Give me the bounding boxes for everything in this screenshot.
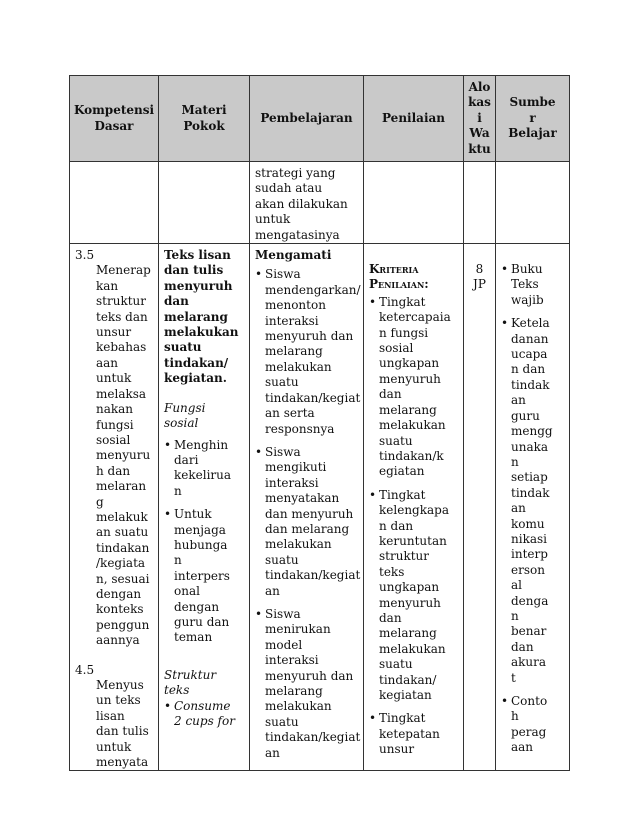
text-line: g <box>96 494 104 509</box>
text-line: denga <box>511 593 549 608</box>
text-line: dan <box>379 610 402 625</box>
text-line: unsur <box>96 325 132 340</box>
text-line: Teks lisan <box>164 248 231 263</box>
header-sumber-belajar: Sumbe r Belajar <box>496 76 570 162</box>
sumber-list <box>501 262 565 756</box>
text-line: wajib <box>511 292 544 307</box>
text-line: tindak <box>511 485 550 500</box>
text-line: kegiatan <box>379 688 432 702</box>
text-line: keruntutan <box>379 533 447 548</box>
struktur-teks-label <box>164 668 245 699</box>
text-line: mengatasinya <box>255 227 340 242</box>
sumber-cell <box>496 244 570 771</box>
text-line: guru dan <box>174 614 230 629</box>
list-item <box>255 267 359 436</box>
header-materi-pokok: Materi Pokok <box>159 76 250 162</box>
text-line: lisan <box>96 708 125 723</box>
text-line: guru <box>511 408 540 423</box>
text-line: • Conto <box>511 694 548 708</box>
text-line: melarang <box>379 402 437 417</box>
text-line: • Tingkat <box>379 711 426 726</box>
text-line: aan <box>96 355 119 370</box>
text-line: Menyus <box>96 678 144 692</box>
text-line: teks dan <box>96 309 148 324</box>
list-item <box>501 316 565 686</box>
text-line: n <box>511 608 519 623</box>
text-line: melakukan <box>164 325 239 340</box>
continuation-row <box>70 162 570 244</box>
text-line: melakukan <box>379 641 446 656</box>
text-line: aan <box>511 740 534 755</box>
header-alokasi-waktu: Alo kas i Wa ktu <box>464 76 496 162</box>
text-line: interpers <box>174 568 230 583</box>
text-line: suatu <box>265 552 299 567</box>
header-row <box>70 76 570 162</box>
text-line: tindakan/k <box>379 448 444 463</box>
text-line: menyuruh <box>379 595 441 610</box>
text-line: sosial <box>379 341 414 356</box>
penilaian-cell <box>364 244 464 771</box>
text-line: • Tingkat <box>379 294 426 309</box>
text-line: interp <box>511 547 548 562</box>
text-line: kan <box>96 278 119 293</box>
text-line: an suatu <box>96 525 149 540</box>
text-line: erson <box>511 562 545 577</box>
text-line: melakuk <box>96 509 148 524</box>
text-line: egiatan <box>379 464 425 479</box>
text-line: tindakan/kegiat <box>265 390 361 405</box>
text-line: menjaga <box>174 522 226 537</box>
text-line: melakukan <box>379 418 446 433</box>
text-line: kelengkapa <box>379 503 449 518</box>
text-line: h <box>511 709 519 724</box>
kd-number-3-5: 3.5 <box>75 248 95 263</box>
text-line: melaksa <box>96 386 147 401</box>
text-line: suatu <box>265 714 299 729</box>
text-line: menonton <box>265 298 326 313</box>
list-item <box>369 711 459 757</box>
syllabus-table <box>69 75 570 771</box>
text-line: melarang <box>265 344 323 359</box>
text-line: melakukan <box>265 537 332 552</box>
text-line: dan <box>164 294 189 309</box>
alokasi-cell <box>464 244 496 771</box>
text-line: dan tulis <box>164 263 224 278</box>
text-line: dan tulis <box>96 724 149 739</box>
text-line: n dan <box>379 518 414 533</box>
text-line: perag <box>511 724 547 739</box>
text-line: hubunga <box>174 537 228 552</box>
text-line: kegiatan. <box>164 371 227 386</box>
text-line: • Ketela <box>511 316 550 331</box>
text-line: an serta <box>265 406 315 421</box>
list-item <box>164 699 245 730</box>
text-line: strategi yang <box>255 166 336 180</box>
text-line: sosial <box>164 416 199 431</box>
text-line: struktur <box>96 294 147 309</box>
text-line: interaksi <box>265 313 319 328</box>
text-line: akura <box>511 655 547 670</box>
text-line: tindakan <box>96 540 150 555</box>
text-line: suatu <box>379 657 413 672</box>
header-penilaian: Penilaian <box>364 76 464 162</box>
text-line: benar <box>511 624 547 639</box>
text-line: n <box>174 553 182 568</box>
text-line: ketepatan <box>379 726 440 741</box>
text-line: sosial <box>96 432 131 447</box>
text-line: • Buku <box>511 262 543 277</box>
struktur-teks-list <box>164 699 245 730</box>
text-line: dan <box>511 639 534 654</box>
text-line: suatu <box>164 340 202 355</box>
list-item <box>255 445 359 599</box>
text-line: nikasi <box>511 531 547 546</box>
list-item <box>501 694 565 756</box>
text-line: dan melarang <box>265 521 350 536</box>
text-line: an <box>265 745 280 760</box>
text-line: kekelirua <box>174 468 232 483</box>
text-line: 8 <box>475 262 484 277</box>
text-line: melaran <box>96 479 147 494</box>
text-line: tindak <box>511 377 550 392</box>
text-line: danan <box>511 331 549 346</box>
text-line: menyuruh dan <box>265 329 354 344</box>
text-line: menyata <box>96 755 149 770</box>
text-line: teman <box>174 630 213 645</box>
header-kompetensi-dasar: Kompetensi Dasar <box>70 76 159 162</box>
text-line: menyuru <box>96 448 151 463</box>
text-line: melarang <box>164 309 228 324</box>
text-line: setiap <box>511 470 548 485</box>
text-line: an <box>511 501 526 516</box>
text-line: menyatakan <box>265 491 340 506</box>
text-line: an <box>511 393 526 408</box>
text-line: Fungsi <box>164 400 206 415</box>
text-line: dan <box>379 387 402 402</box>
text-line: komu <box>511 516 545 531</box>
materi-cell <box>159 244 250 771</box>
text-line: mengg <box>511 424 553 439</box>
text-line: aannya <box>96 633 140 648</box>
fungsi-sosial-label <box>164 401 245 432</box>
pembelajaran-list <box>255 267 359 761</box>
text-line: onal <box>174 584 200 599</box>
text-line: tindakan/kegiat <box>265 730 361 745</box>
text-line: n fungsi <box>379 325 429 340</box>
text-line: penggun <box>96 617 150 632</box>
penilaian-list <box>369 295 459 758</box>
text-line: • Siswa <box>265 267 301 282</box>
text-line: unsur <box>379 742 415 757</box>
text-line: sudah atau <box>255 181 323 196</box>
list-item <box>164 507 245 646</box>
continuation-text <box>250 162 364 244</box>
text-line: Kriteria <box>369 262 419 277</box>
text-line: ungkapan <box>379 580 440 595</box>
text-line: unaka <box>511 439 549 454</box>
text-line: n, sesuai <box>96 571 150 586</box>
alokasi-value <box>466 262 493 293</box>
text-line: tindakan/kegiat <box>265 568 361 583</box>
text-line: interaksi <box>265 475 319 490</box>
text-line: h dan <box>96 463 131 478</box>
text-line: dari <box>174 452 199 467</box>
text-line: model interaksi <box>265 637 319 668</box>
text-line: mendengarkan/ <box>265 282 361 297</box>
text-line: ungkapan <box>379 356 440 371</box>
text-line: • Siswa <box>265 606 301 621</box>
text-line: • Tingkat <box>379 487 426 502</box>
list-item <box>369 295 459 480</box>
text-line: melakukan <box>265 699 332 714</box>
text-line: menirukan <box>265 622 331 637</box>
text-line: akan dilakukan <box>255 196 348 211</box>
text-line: melarang <box>379 626 437 641</box>
list-item <box>501 262 565 308</box>
kd-3-5-text <box>75 263 154 648</box>
list-item <box>164 438 245 500</box>
text-line: JP <box>473 277 486 292</box>
text-line: dengan <box>96 586 142 601</box>
text-line: untuk <box>255 212 291 227</box>
text-line: dengan <box>174 599 220 614</box>
kd-4-5-text <box>75 678 154 770</box>
text-line: n dan <box>511 362 546 377</box>
text-line: suatu <box>379 433 413 448</box>
text-line: untuk <box>96 371 132 386</box>
text-line: ucapa <box>511 347 548 362</box>
pembelajaran-cell <box>250 244 364 771</box>
text-line: • Siswa mengikuti <box>265 444 327 475</box>
mengamati-heading: Mengamati <box>255 248 332 263</box>
text-line: struktur <box>379 549 430 564</box>
text-line: Teks <box>511 277 539 292</box>
header-pembelajaran: Pembelajaran <box>250 76 364 162</box>
text-line: fungsi <box>96 417 134 432</box>
kriteria-penilaian-heading <box>369 262 459 293</box>
text-line: • Consume <box>174 698 231 713</box>
text-line: tindakan/ <box>164 355 229 370</box>
text-line: suatu <box>265 375 299 390</box>
content-row <box>70 244 570 771</box>
text-line: teks <box>164 683 190 698</box>
text-line: teks <box>379 564 405 579</box>
text-line: • Untuk <box>174 507 212 522</box>
text-line: • Menghin <box>174 437 229 452</box>
text-line: menyuruh <box>379 371 441 386</box>
text-line: Penilaian: <box>369 277 429 292</box>
fungsi-sosial-list <box>164 438 245 646</box>
text-line: dan menyuruh <box>265 506 354 521</box>
text-line: kebahas <box>96 340 147 355</box>
kd-cell <box>70 244 159 771</box>
list-item <box>255 607 359 761</box>
text-line: Struktur <box>164 667 217 682</box>
kd-number-4-5: 4.5 <box>75 662 95 677</box>
text-line: nakan <box>96 402 134 417</box>
text-line: n <box>511 454 519 469</box>
text-line: t <box>511 670 516 685</box>
text-line: melarang <box>265 684 323 698</box>
text-line: responsnya <box>265 421 335 436</box>
text-line: /kegiata <box>96 556 146 571</box>
text-line: menyuruh dan <box>265 668 354 683</box>
text-line: konteks <box>96 602 144 617</box>
text-line: tindakan/ <box>379 672 437 687</box>
materi-title <box>164 248 245 387</box>
text-line: an <box>265 583 280 598</box>
text-line: melakukan <box>265 359 332 374</box>
text-line: al <box>511 578 522 593</box>
list-item <box>369 488 459 704</box>
text-line: 2 cups for <box>174 714 235 728</box>
text-line: n <box>174 483 182 498</box>
text-line: ketercapaia <box>379 310 451 325</box>
text-line: Menerap <box>96 263 151 278</box>
text-line: untuk <box>96 739 132 754</box>
text-line: menyuruh <box>164 278 233 293</box>
text-line: un teks <box>96 693 141 708</box>
